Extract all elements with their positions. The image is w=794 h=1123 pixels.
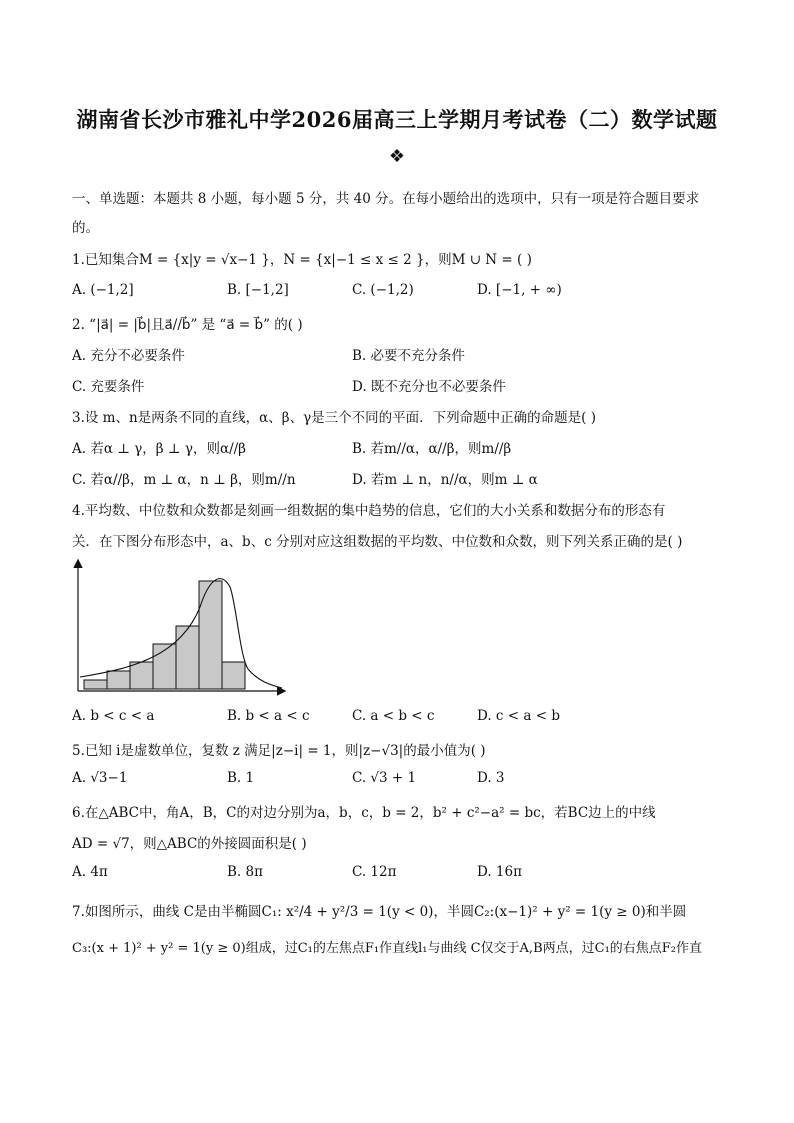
question-1-stem: 1.已知集合M = {x|y = √x−1 }，N = {x|−1 ≤ x ≤ 2 }，则M ∪ N = ( )	[72, 252, 532, 268]
question-7-line2: C₃:(x + 1)² + y² = 1(y ≥ 0)组成，过C₁的左焦点F₁作直线l₁与曲线 C仅交于A,B两点，过C₁的右焦点F₂作直	[72, 941, 703, 956]
question-4-option-c: C. a < b < c	[352, 708, 435, 724]
question-3-option-a: A. 若α ⊥ γ，β ⊥ γ，则α//β	[72, 441, 246, 457]
question-1-option-b: B. [−1,2]	[227, 282, 289, 298]
question-3-option-d: D. 若m ⊥ n，n//α，则m ⊥ α	[352, 472, 538, 488]
question-2-option-b: B. 必要不充分条件	[352, 348, 466, 364]
question-4-option-a: A. b < c < a	[72, 708, 155, 724]
ornament: ❖	[388, 146, 406, 167]
distribution-chart	[70, 557, 290, 697]
question-4-line1: 4.平均数、中位数和众数都是刻画一组数据的集中趋势的信息，它们的大小关系和数据分布的形态有	[72, 503, 666, 519]
question-3-option-b: B. 若m//α，α//β，则m//β	[352, 441, 512, 457]
histogram-bar	[130, 662, 153, 689]
section-heading-line2: 的。	[72, 220, 99, 236]
question-1-option-d: D. [−1, + ∞)	[477, 282, 562, 298]
question-5-option-d: D. 3	[477, 770, 505, 786]
histogram-bar	[84, 680, 107, 689]
question-1-option-c: C. (−1,2)	[352, 282, 414, 298]
section-heading-line1: 一、单选题：本题共 8 小题，每小题 5 分，共 40 分。在每小题给出的选项中，只有一项是符合题目要求	[72, 191, 700, 207]
question-6-option-d: D. 16π	[477, 864, 522, 880]
question-6-option-c: C. 12π	[352, 864, 397, 880]
histogram-bar	[107, 671, 130, 689]
question-4-option-b: B. b < a < c	[227, 708, 310, 724]
question-3-stem: 3.设 m、n是两条不同的直线，α、β、γ是三个不同的平面．下列命题中正确的命题是( )	[72, 410, 596, 426]
question-2-option-d: D. 既不充分也不必要条件	[352, 379, 506, 395]
question-2-stem: 2. “|a⃗| = |b⃗|且a⃗//b⃗” 是 “a⃗ = b⃗” 的( )	[72, 317, 303, 333]
question-2-option-a: A. 充分不必要条件	[72, 348, 185, 364]
histogram-bar	[222, 662, 245, 689]
question-3-option-c: C. 若α//β，m ⊥ α，n ⊥ β，则m//n	[72, 472, 296, 488]
question-5-option-b: B. 1	[227, 770, 255, 786]
question-6-line2: AD = √7，则△ABC的外接圆面积是( )	[72, 836, 307, 852]
histogram-bar	[176, 626, 199, 689]
question-6-option-b: B. 8π	[227, 864, 263, 880]
question-5-option-a: A. √3−1	[72, 770, 128, 786]
question-6-line1: 6.在△ABC中，角A，B，C的对边分别为a，b，c，b = 2，b² + c²−a² = bc，若BC边上的中线	[72, 805, 656, 821]
question-6-option-a: A. 4π	[72, 864, 108, 880]
question-5-stem: 5.已知 i是虚数单位，复数 z 满足|z−i| = 1，则|z−√3|的最小值为( )	[72, 743, 486, 759]
histogram-bar	[199, 581, 222, 689]
question-4-line2: 关．在下图分布形态中，a、b、c 分别对应这组数据的平均数、中位数和众数，则下列关系正确的是( )	[72, 534, 683, 550]
question-4-option-d: D. c < a < b	[477, 708, 560, 724]
question-5-option-c: C. √3 + 1	[352, 770, 417, 786]
page-title: 湖南省长沙市雅礼中学2026届高三上学期月考试卷（二）数学试题	[76, 107, 718, 132]
question-1-option-a: A. (−1,2]	[72, 282, 134, 298]
question-2-option-c: C. 充要条件	[72, 379, 145, 395]
question-7-line1: 7.如图所示，曲线 C是由半椭圆C₁: x²/4 + y²/3 = 1(y < 0)，半圆C₂:(x−1)² + y² = 1(y ≥ 0)和半圆	[72, 904, 687, 920]
histogram-bars	[84, 581, 245, 689]
